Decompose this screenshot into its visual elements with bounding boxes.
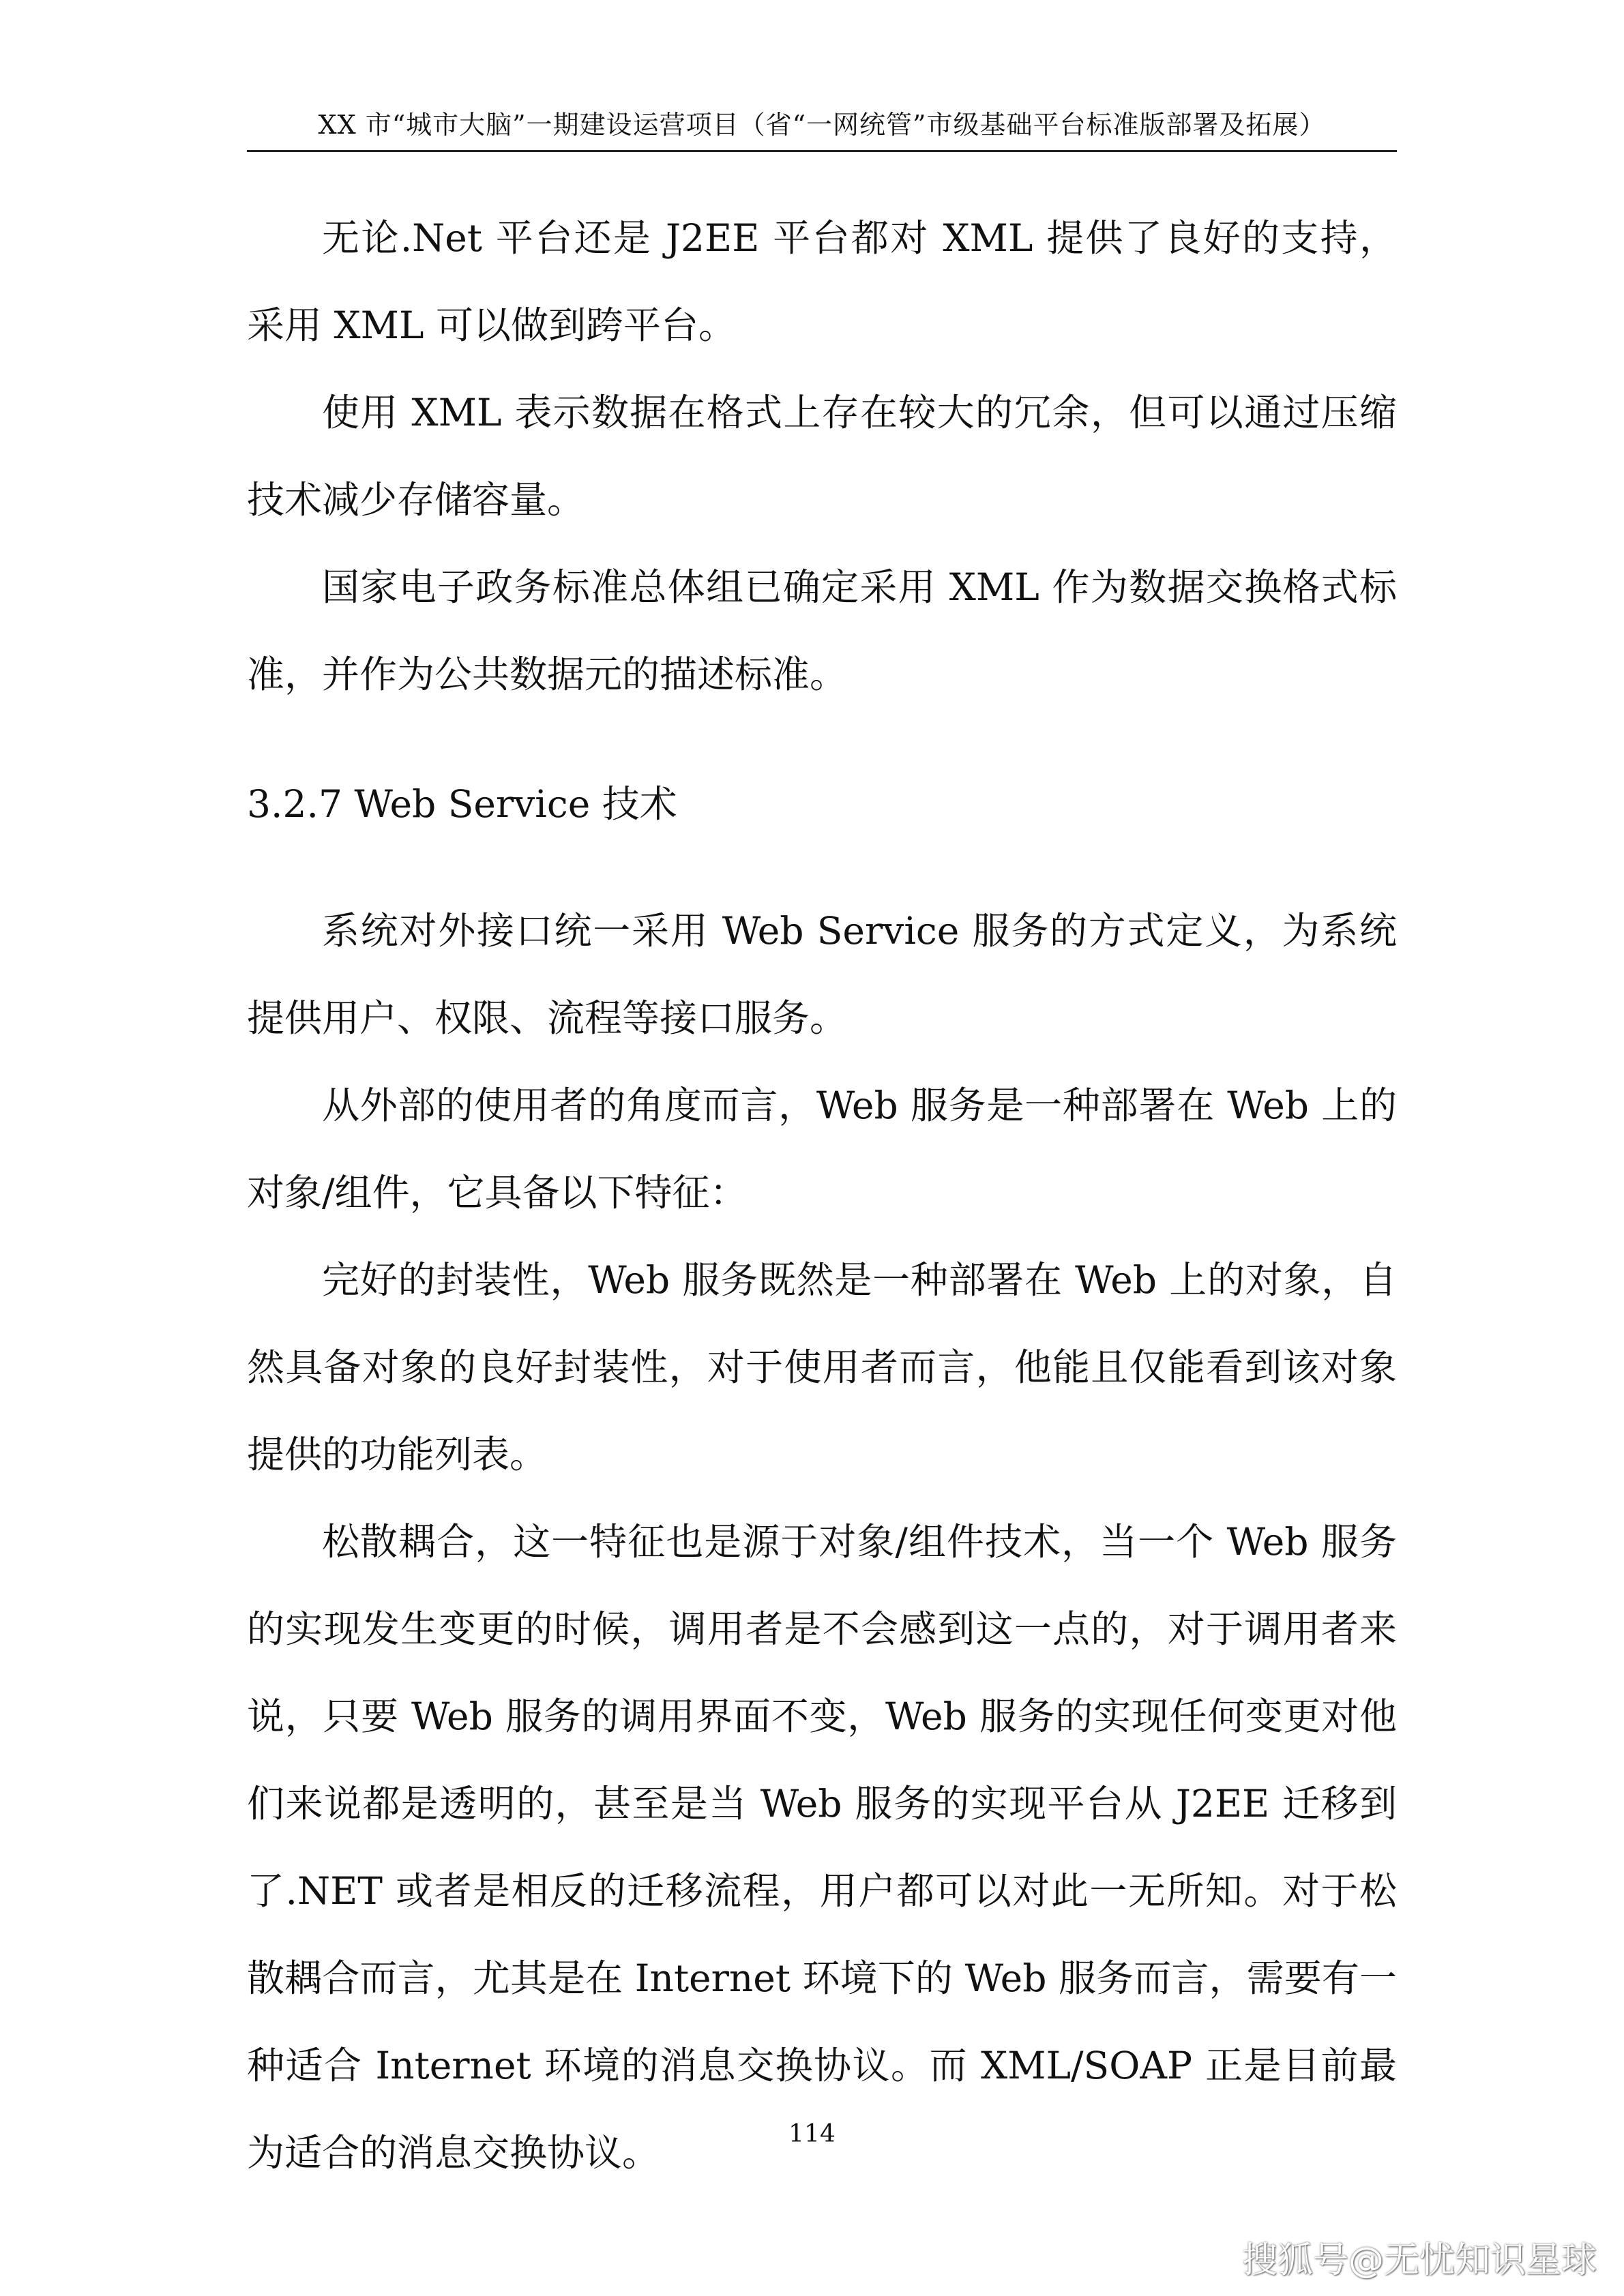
body-paragraph: 从外部的使用者的角度而言，Web 服务是一种部署在 Web 上的对象/组件，它具备以下特征：: [247, 1084, 1397, 1214]
body-paragraph: 松散耦合，这一特征也是源于对象/组件技术，当一个 Web 服务的实现发生变更的时候，调用者是不会感到这一点的，对于调用者来说，只要 Web 服务的调用界面不变，Web 服务的实现任何变更对他们来说都是透明的，甚至是当 Web 服务的实现平台从 J2EE 迁移到了.NET 或者是相反的迁移流程，用户都可以对此一无所知。对于松散耦合而言，尤其是在 Internet 环境下的 Web 服务而言，需要有一种适合 Internet 环境的消息交换协议。而 XML/SOAP 正是目前最为适合的消息交换协议。: [247, 1520, 1397, 2175]
body-paragraph: 使用 XML 表示数据在格式上存在较大的冗余，但可以通过压缩技术减少存储容量。: [247, 391, 1397, 522]
watermark: 搜狐号@无忧知识星球: [1241, 2240, 1597, 2281]
header-divider: [247, 150, 1397, 152]
body-paragraph: 国家电子政务标准总体组已确定采用 XML 作为数据交换格式标准，并作为公共数据元的描述标准。: [247, 565, 1397, 696]
body-paragraph: 无论.Net 平台还是 J2EE 平台都对 XML 提供了良好的支持，采用 XML 可以做到跨平台。: [247, 216, 1397, 347]
page-header-title: XX 市“城市大脑”一期建设运营项目（省“一网统管”市级基础平台标准版部署及拓展）: [318, 110, 1326, 140]
section-heading: 3.2.7 Web Service 技术: [247, 782, 677, 826]
body-paragraph: 完好的封装性，Web 服务既然是一种部署在 Web 上的对象，自然具备对象的良好封装性，对于使用者而言，他能且仅能看到该对象提供的功能列表。: [247, 1258, 1397, 1476]
page-number: 114: [788, 2120, 836, 2148]
document-body: [247, 194, 1397, 2196]
body-paragraph: 系统对外接口统一采用 Web Service 服务的方式定义，为系统提供用户、权限、流程等接口服务。: [247, 909, 1397, 1040]
